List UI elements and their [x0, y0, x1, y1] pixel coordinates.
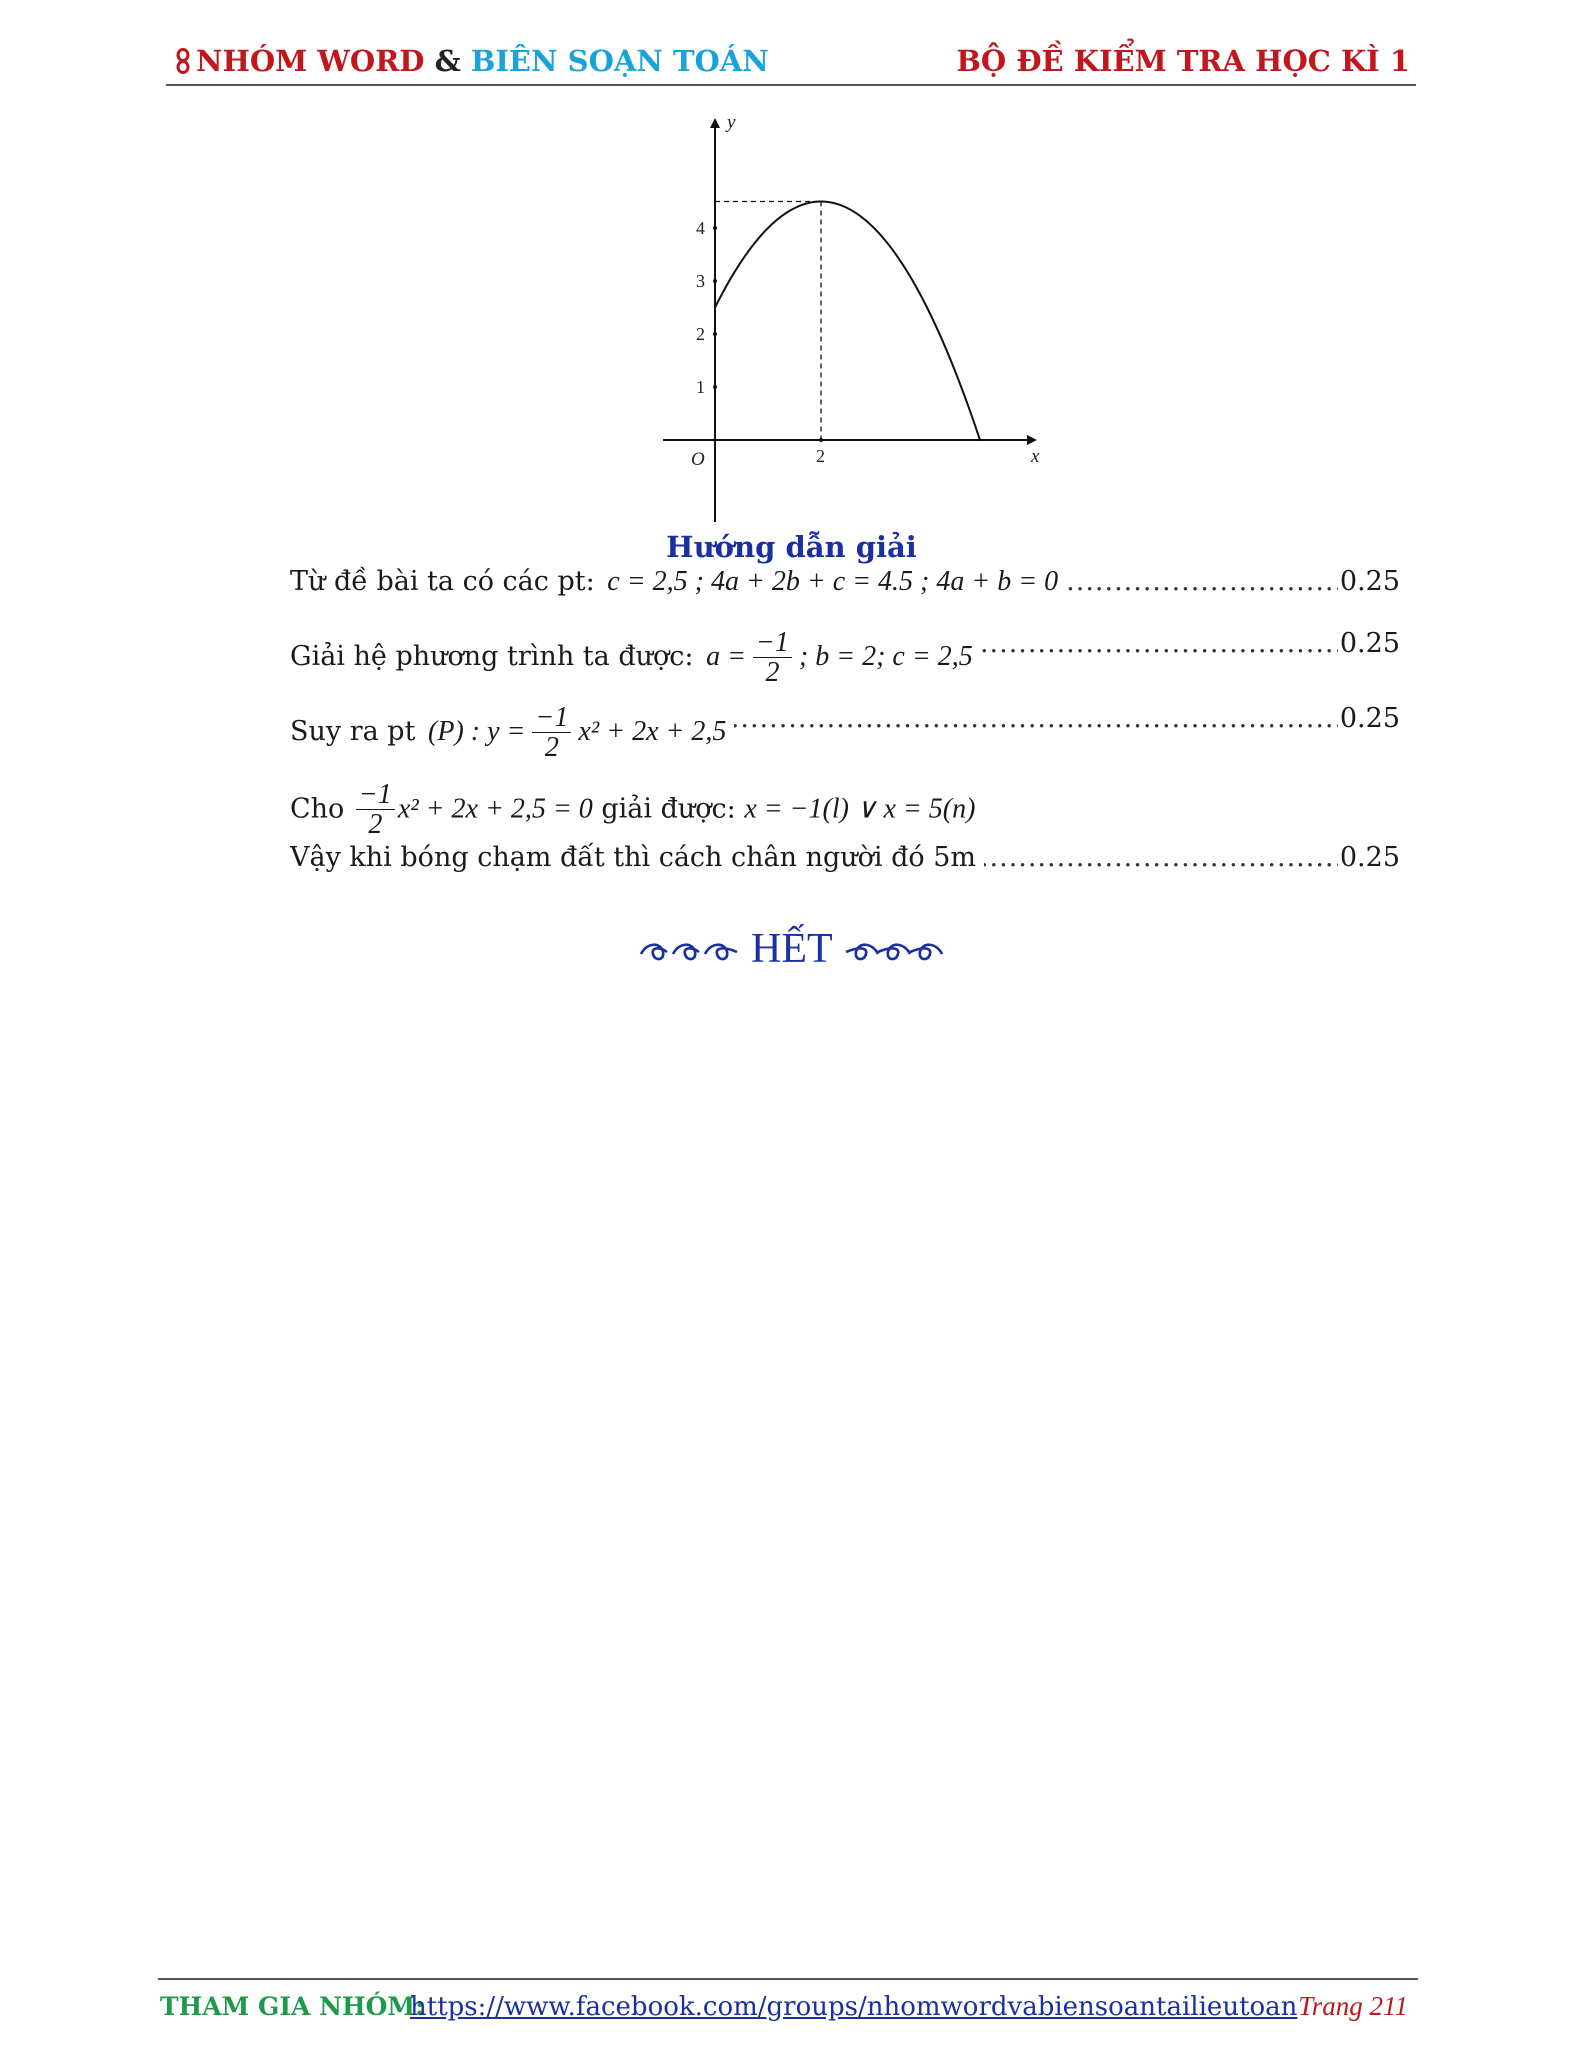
x-axis-label: x: [1031, 446, 1040, 467]
solution-line-5: [290, 842, 1400, 882]
fraction-denominator: 2: [532, 733, 571, 762]
solution-line-4-content: [290, 780, 975, 840]
ornament-left-icon: [637, 940, 741, 964]
page-footer: [158, 1978, 1418, 2030]
solution-line-5-score: 0.25: [1339, 842, 1400, 873]
parabola-graph: [655, 110, 1095, 530]
footer-page-number: Trang 211: [1298, 1991, 1408, 2021]
knot-logo-icon: [176, 48, 190, 74]
solution-line-2-math-rest: ; b = 2; c = 2,5: [799, 641, 977, 672]
leader-dots-2: [290, 628, 1340, 688]
solution-line-1: [290, 566, 1400, 606]
x-tick-label-2: 2: [816, 446, 825, 466]
parabola-curve: [715, 202, 980, 441]
solution-line-4-text: Cho: [290, 793, 345, 825]
end-mark: [0, 925, 1583, 973]
group-name: [176, 44, 769, 78]
solution-line-1-score: 0.25: [1339, 566, 1400, 597]
y-axis-arrow: [710, 118, 720, 128]
solution-title: Hướng dẫn giải: [666, 530, 917, 564]
solution-line-4-text2: giải được:: [601, 793, 736, 825]
y-axis-label: y: [727, 112, 736, 133]
solution-line-3-score: 0.25: [1339, 703, 1400, 734]
footer-group-link[interactable]: https://www.facebook.com/groups/nhomwordvabiensoantailieutoan: [410, 1992, 1298, 2022]
solution-line-2-math-a: a =: [706, 641, 750, 672]
y-tick-4: [713, 226, 717, 230]
ornament-right-icon: [842, 940, 946, 964]
y-tick-2: [713, 332, 717, 336]
y-tick-label-3: 3: [696, 271, 705, 291]
x-axis-arrow: [1027, 435, 1037, 445]
y-tick-1: [713, 385, 717, 389]
y-tick-label-1: 1: [696, 377, 705, 397]
fraction-denominator: 2: [368, 809, 383, 841]
solution-line-5-text: Vậy khi bóng chạm đất thì cách chân người đó 5m: [290, 842, 980, 873]
fraction-numerator: −1: [356, 780, 395, 810]
page-header: [166, 40, 1416, 86]
y-tick-label-4: 4: [696, 218, 705, 238]
solution-line-3-math-a: (P) : y =: [428, 716, 529, 747]
leader-dots-5: [290, 842, 1340, 873]
fraction: [356, 780, 395, 840]
solution-line-3: [290, 693, 1400, 763]
origin-label: O: [691, 449, 705, 470]
group-name-part1: NHÓM WORD: [196, 44, 425, 78]
solution-line-4-math-a: x² + 2x + 2,5 = 0: [397, 793, 593, 825]
group-name-part2: BIÊN SOẠN TOÁN: [470, 44, 769, 78]
leader-dots-3: [290, 703, 1340, 763]
fraction-numerator: −1: [753, 628, 792, 658]
solution-line-4: [290, 770, 1400, 840]
fraction-denominator: 2: [753, 658, 792, 687]
solution-line-1-math: c = 2,5 ; 4a + 2b + c = 4.5 ; 4a + b = 0: [607, 566, 1062, 597]
fraction: [753, 628, 796, 688]
leader-dots-1: [290, 566, 1340, 598]
end-mark-text: HẾT: [751, 926, 832, 972]
solution-line-2: [290, 618, 1400, 688]
exam-title: BỘ ĐỀ KIỂM TRA HỌC KÌ 1: [956, 44, 1410, 78]
fraction-numerator: −1: [532, 703, 571, 733]
solution-line-3-math-rest: x² + 2x + 2,5: [578, 716, 730, 747]
solution-line-3-text: Suy ra pt: [290, 716, 419, 747]
y-tick-label-2: 2: [696, 324, 705, 344]
solution-line-4-math-rest: x = −1(l) ∨ x = 5(n): [744, 793, 976, 825]
y-tick-3: [713, 279, 717, 283]
footer-join-label: THAM GIA NHÓM:: [160, 1992, 425, 2021]
group-name-amp: &: [434, 44, 461, 78]
solution-line-2-score: 0.25: [1339, 628, 1400, 659]
fraction: [532, 703, 575, 763]
solution-line-1-text: Từ đề bài ta có các pt:: [290, 566, 599, 597]
solution-line-2-text: Giải hệ phương trình ta được:: [290, 641, 697, 672]
